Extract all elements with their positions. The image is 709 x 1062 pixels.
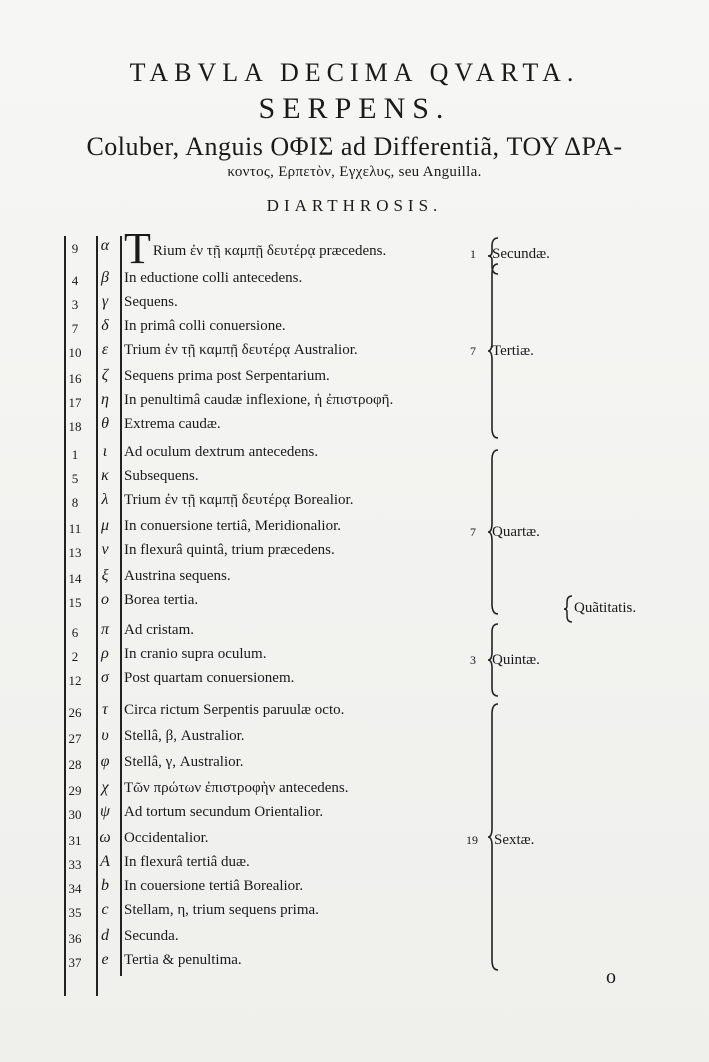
- star-number: 5: [71, 471, 79, 486]
- star-description: Circa rictum Serpentis paruulæ octo.: [124, 702, 345, 718]
- star-letter: η: [101, 391, 109, 408]
- star-number: 31: [68, 833, 82, 848]
- table-row: [0, 926, 709, 950]
- star-number: 33: [68, 857, 82, 872]
- star-description: In eductione colli antecedens.: [124, 270, 303, 286]
- table-row: [0, 900, 709, 924]
- star-description: Trium ἐν τῇ καμπῇ δευτέρᾳ Borealior.: [124, 492, 354, 508]
- star-number: 17: [68, 395, 82, 410]
- synonyms-line: Coluber, Anguis ΟΦΙΣ ad Differentiã, ΤΟΥ ΔΡΑ-: [86, 132, 623, 161]
- star-letter: b: [101, 877, 109, 894]
- table-row: [0, 778, 709, 802]
- star-description: In conuersione tertiâ, Meridionalior.: [124, 518, 342, 534]
- star-number: 3: [71, 297, 79, 312]
- table-row: [0, 950, 709, 974]
- group-count: 7: [470, 525, 476, 539]
- table-row: [0, 442, 709, 466]
- table-row: [0, 828, 709, 852]
- table-row: [0, 366, 709, 390]
- star-letter: A: [100, 853, 110, 870]
- group-secundae: [470, 246, 550, 263]
- star-description: Trium ἐν τῇ καμπῇ δευτέρᾳ Australior.: [124, 342, 358, 358]
- group-label: Quartæ.: [492, 524, 540, 540]
- star-number: 11: [68, 521, 82, 536]
- star-number: 18: [68, 419, 82, 434]
- star-number: 10: [68, 345, 82, 360]
- star-description: Stellam, η, trium sequens prima.: [124, 902, 319, 918]
- drop-initial: T: [124, 224, 151, 273]
- star-letter: χ: [101, 779, 109, 796]
- group-count: 1: [470, 247, 476, 261]
- star-description-text: Rium ἐν τῇ καμπῇ δευτέρᾳ præcedens.: [152, 243, 387, 259]
- star-letter: σ: [101, 669, 109, 686]
- table-row: [0, 340, 709, 364]
- star-description: Ad cristam.: [124, 622, 194, 638]
- group-sextae: [466, 832, 534, 849]
- star-description: Ad oculum dextrum antecedens.: [124, 444, 319, 460]
- star-letter: ν: [101, 541, 109, 558]
- star-description: Austrina sequens.: [124, 568, 231, 584]
- star-number: 16: [68, 371, 82, 386]
- star-description: In primâ colli conuersione.: [124, 318, 286, 334]
- star-description: Stellâ, β, Australior.: [124, 728, 245, 744]
- table-row: [0, 268, 709, 292]
- table-row: [0, 876, 709, 900]
- star-number: 4: [71, 273, 79, 288]
- star-number: 6: [71, 625, 79, 640]
- group-count: 19: [466, 833, 478, 847]
- star-description: Sequens.: [124, 294, 178, 310]
- star-number: 27: [68, 731, 82, 746]
- star-letter: ζ: [101, 367, 109, 384]
- table-row: [0, 620, 709, 644]
- star-letter: υ: [101, 727, 109, 744]
- star-letter: κ: [101, 467, 109, 484]
- star-letter: c: [101, 901, 109, 918]
- star-number: 1: [71, 447, 79, 462]
- group-quintae: [470, 652, 540, 669]
- table-row: [0, 752, 709, 776]
- star-letter: ψ: [100, 803, 110, 820]
- star-letter: π: [100, 621, 109, 638]
- star-description: Borea tertia.: [124, 592, 199, 608]
- star-number: 35: [68, 905, 82, 920]
- star-letter: δ: [101, 317, 109, 334]
- group-quartae: [470, 524, 540, 541]
- brace-quantity: [562, 594, 574, 624]
- star-number: 37: [68, 955, 82, 970]
- star-letter: ε: [101, 341, 109, 358]
- table-row: [0, 316, 709, 340]
- star-number: 8: [71, 495, 79, 510]
- star-number: 30: [68, 807, 82, 822]
- group-label: Sextæ.: [494, 832, 535, 848]
- star-letter: α: [100, 237, 110, 254]
- group-label: Secundæ.: [492, 246, 550, 262]
- table-row: [0, 516, 709, 540]
- star-number: 34: [68, 881, 82, 896]
- table-row: [0, 852, 709, 876]
- star-description: [124, 224, 387, 273]
- table-row: [0, 668, 709, 692]
- star-description: Ad tortum secundum Orientalior.: [124, 804, 324, 820]
- table-row: [0, 726, 709, 750]
- star-letter: θ: [101, 415, 109, 432]
- star-description: In flexurâ quintâ, trium præcedens.: [124, 542, 335, 558]
- star-number: 15: [68, 595, 82, 610]
- star-letter: ω: [99, 829, 111, 846]
- star-letter: μ: [100, 517, 110, 534]
- star-description: Sequens prima post Serpentarium.: [124, 368, 330, 384]
- star-description: Subsequens.: [124, 468, 199, 484]
- star-letter: ο: [101, 591, 109, 608]
- star-description: Occidentalior.: [124, 830, 209, 846]
- star-number: 9: [71, 241, 79, 256]
- star-letter: e: [101, 951, 109, 968]
- star-number: 2: [71, 649, 79, 664]
- group-count: 7: [470, 344, 476, 358]
- table-number-heading: TABVLA DECIMA QVARTA.: [129, 58, 580, 87]
- star-number: 36: [68, 931, 82, 946]
- table-row: [0, 700, 709, 724]
- star-letter: ρ: [101, 645, 109, 662]
- table-row: [0, 644, 709, 668]
- star-number: 12: [68, 673, 82, 688]
- synonyms-line-continued: κοντος, Ερπετὸν, Εγχελυς, seu Anguilla.: [227, 164, 482, 180]
- table-row: [0, 292, 709, 316]
- star-letter: τ: [102, 701, 108, 718]
- star-number: 28: [68, 757, 82, 772]
- constellation-title: SERPENS.: [258, 92, 451, 125]
- star-letter: ξ: [101, 567, 109, 584]
- star-letter: φ: [100, 753, 110, 770]
- table-row: [0, 466, 709, 490]
- star-description: Stellâ, γ, Australior.: [124, 754, 244, 770]
- star-description: In penultimâ caudæ inflexione, ἡ ἐπιστροφῆ.: [124, 392, 394, 408]
- table-row: [0, 414, 709, 438]
- star-number: 13: [68, 545, 82, 560]
- end-mark: o: [606, 966, 616, 988]
- star-description: In couersione tertiâ Borealior.: [124, 878, 304, 894]
- table-row: [0, 224, 709, 273]
- star-description: Extrema caudæ.: [124, 416, 221, 432]
- star-description: Τῶν πρώτων ἐπιστροφὴν antecedens.: [124, 780, 349, 796]
- star-number: 14: [68, 571, 82, 586]
- group-label: Quintæ.: [492, 652, 540, 668]
- star-letter: d: [101, 927, 109, 944]
- section-heading: DIARTHROSIS.: [266, 196, 443, 215]
- star-description: Tertia & penultima.: [124, 952, 242, 968]
- star-number: 29: [68, 783, 82, 798]
- group-label: Tertiæ.: [492, 343, 534, 359]
- group-count: 3: [470, 653, 476, 667]
- star-description: Post quartam conuersionem.: [124, 670, 295, 686]
- star-description: In flexurâ tertiâ duæ.: [124, 854, 250, 870]
- star-letter: β: [101, 269, 109, 286]
- star-number: 26: [68, 705, 82, 720]
- table-row: [0, 490, 709, 514]
- star-letter: ι: [102, 443, 108, 460]
- table-row: [0, 390, 709, 414]
- star-number: 7: [71, 321, 79, 336]
- table-row: [0, 566, 709, 590]
- star-letter: λ: [101, 491, 109, 508]
- star-description: Secunda.: [124, 928, 179, 944]
- table-row: [0, 802, 709, 826]
- star-description: In cranio supra oculum.: [124, 646, 267, 662]
- table-row: [0, 540, 709, 564]
- group-tertiae: [470, 343, 534, 360]
- star-letter: γ: [101, 293, 109, 310]
- quantity-label: Quãtitatis.: [574, 600, 637, 616]
